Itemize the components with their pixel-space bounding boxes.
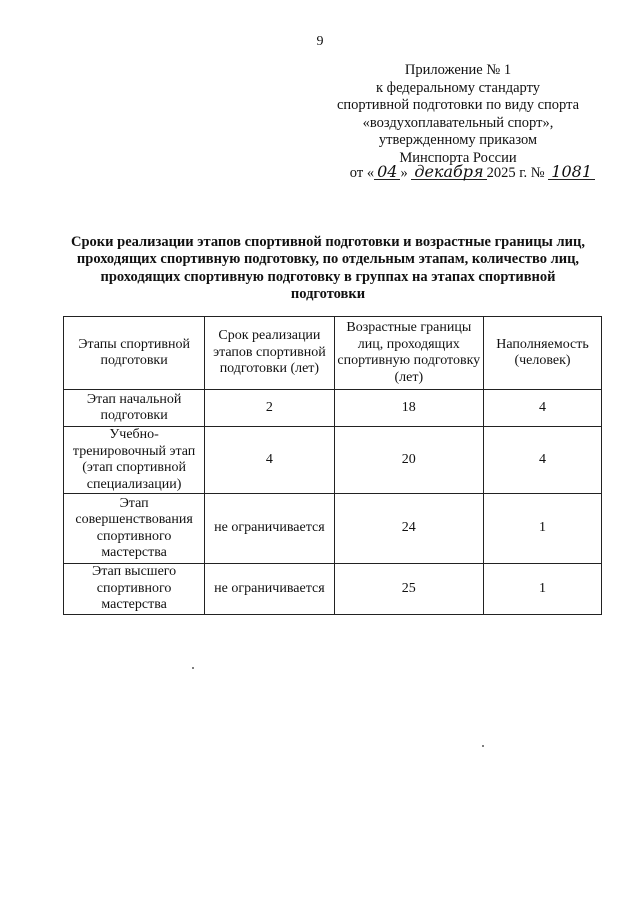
table-cell: 1 — [484, 494, 602, 564]
table-cell: Этап высшего спортивного мастерства — [64, 564, 205, 615]
order-date-line — [350, 164, 595, 182]
table-cell: Этап начальной подготовки — [64, 390, 205, 427]
date-prefix: от « — [349, 165, 375, 181]
date-mid: » — [400, 165, 408, 181]
document-title: Сроки реализации этапов спортивной подготовки и возрастные границы лиц, проходящих спортивную подготовку, по отдельным этапам, количество лиц, проходящих спортивную подготовку в группах на этапах спортивной подготовки — [71, 234, 585, 303]
table-cell: 20 — [334, 427, 483, 494]
table-cell: 18 — [334, 390, 483, 427]
annex-line: утвержденному приказом — [378, 132, 538, 149]
header-cell: Возрастные границы лиц, проходящих спортивную подготовку (лет) — [334, 317, 483, 390]
header-cell: Срок реализации этапов спортивной подготовки (лет) — [205, 317, 334, 390]
annex-line: Приложение № 1 — [404, 62, 512, 78]
header-cell: Наполняемость (человек) — [484, 317, 602, 390]
annex-line: «воздухоплавательный спорт», — [362, 114, 554, 131]
table-cell: Учебно-тренировочный этап (этап спортивной специализации) — [64, 427, 205, 494]
annex-line: Минспорта России — [399, 149, 517, 166]
page-number: 9 — [316, 34, 324, 49]
annex-line: спортивной подготовки по виду спорта — [336, 97, 580, 114]
table-row — [64, 390, 602, 427]
year-text: 2025 г. № — [486, 165, 545, 181]
table-cell: 2 — [205, 390, 334, 427]
scan-speck — [482, 745, 484, 747]
table-cell: 1 — [484, 564, 602, 615]
handwritten-order-number: 1081 — [548, 164, 595, 180]
table-row — [64, 427, 602, 494]
table-cell: 4 — [484, 427, 602, 494]
table-cell: 24 — [334, 494, 483, 564]
table-cell: не ограничивается — [205, 494, 334, 564]
annex-line: к федеральному стандарту — [376, 79, 540, 96]
table-row — [64, 564, 602, 615]
table-cell: 4 — [205, 427, 334, 494]
annex-block — [333, 62, 583, 168]
handwritten-day: 04 — [374, 164, 400, 180]
scan-speck — [192, 667, 194, 669]
handwritten-month: декабря — [411, 164, 486, 180]
table-cell: 25 — [334, 564, 483, 615]
table-cell: не ограничивается — [205, 564, 334, 615]
table-cell: Этап совершенствования спортивного мастерства — [64, 494, 205, 564]
table-cell: 4 — [484, 390, 602, 427]
table-header-row — [64, 317, 602, 390]
stages-table — [63, 316, 602, 615]
table-row — [64, 494, 602, 564]
header-cell: Этапы спортивной подготовки — [64, 317, 205, 390]
